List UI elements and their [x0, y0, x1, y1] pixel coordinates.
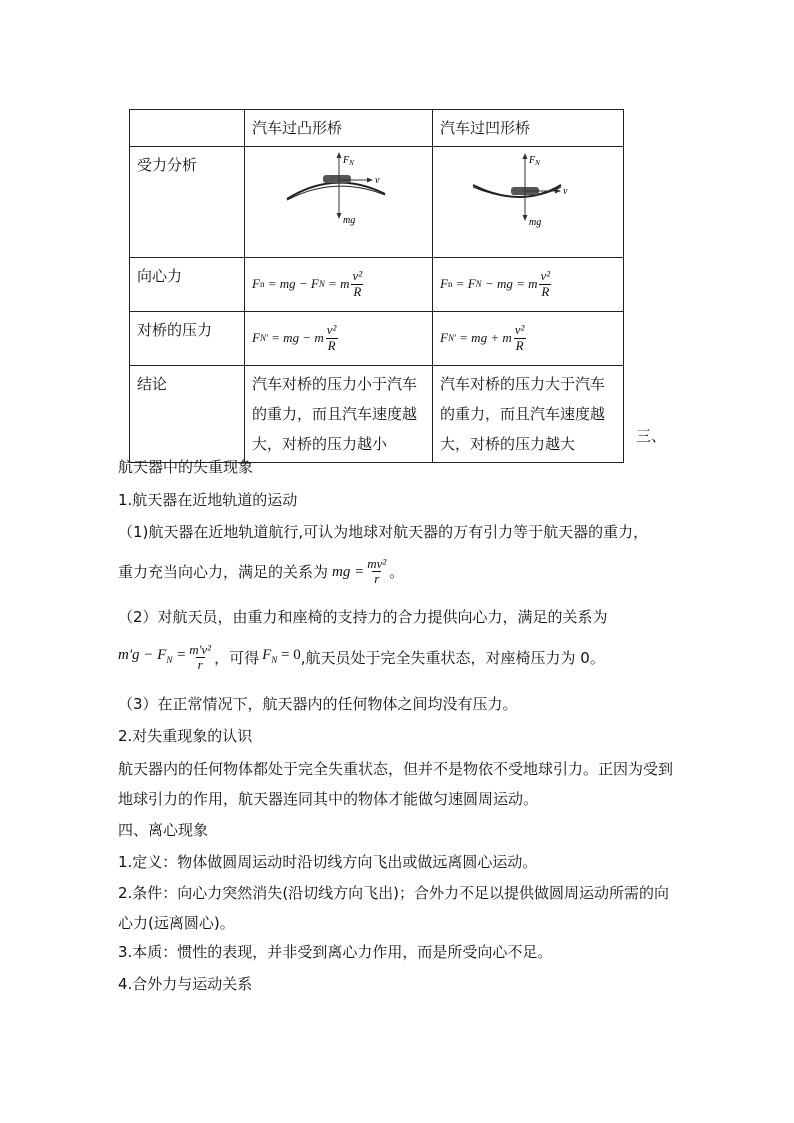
section-3-item-1-paragraph-2b: $m'g - F_N$ = $\frac{\text{m'v²}}{r}$ ，可得 $F_N = 0$ ,航天员处于完全失重状态，对座椅压力为 0。 — [118, 642, 605, 673]
section-4-item-3: 3.本质：惯性的表现，并非受到离心力作用，而是所受向心不足。 — [118, 943, 553, 961]
section-3-item-1-paragraph-3: （3）在正常情况下，航天器内的任何物体之间均没有压力。 — [118, 695, 518, 713]
section-3-item-1-title: 1.航天器在近地轨道的运动 — [118, 491, 298, 509]
concave-pressure-formula: F N ' = mg + m $\frac{\text{v²}}{R}$ — [433, 312, 624, 366]
section-3-item-1-paragraph-2: （2）对航天员，由重力和座椅的支持力的合力提供向心力，满足的关系为 — [118, 608, 608, 626]
fn-label-concave: $F_N$ — [529, 155, 540, 167]
section-3-item-2-title: 2.对失重现象的认识 — [118, 727, 253, 745]
v-label-concave: v — [563, 186, 568, 197]
formula-fn-zero: $F_N = 0$ — [262, 647, 301, 666]
section-4-item-2: 2.条件：向心力突然消失(沿切线方向飞出)；合外力不足以提供做圆周运动所需的向心力(远离圆心)。 — [118, 884, 670, 932]
row-label-pressure: 对桥的压力 — [130, 312, 245, 366]
section-3-item-1-paragraph-1: （1)航天器在近地轨道航行,可认为地球对航天器的万有引力等于航天器的重力， — [118, 523, 649, 541]
section-4-title: 四、离心现象 — [118, 821, 209, 839]
row-label-centripetal-force: 向心力 — [130, 258, 245, 312]
formula-mg: mg = — [332, 563, 365, 580]
mg-label-concave: mg — [529, 217, 542, 228]
convex-centripetal-formula: F n = mg − F N = m $\frac{\text{v²}}{R}$ — [245, 258, 433, 312]
bridge-comparison-table — [129, 109, 624, 463]
table-row-pressure-on-bridge — [130, 312, 624, 366]
table-row-force-analysis — [130, 147, 624, 258]
section-3-title: 航天器中的失重现象 — [118, 458, 254, 476]
mg-label-convex: mg — [343, 215, 356, 226]
row-label-conclusion: 结论 — [130, 366, 245, 463]
concave-bridge-diagram-cell — [433, 147, 624, 258]
convex-bridge-diagram — [245, 147, 431, 247]
relation-prefix: 重力充当向心力，满足的关系为 — [118, 562, 329, 581]
convex-pressure-formula: F N ' = mg − m $\frac{\text{v²}}{R}$ — [245, 312, 433, 366]
section-4-item-1: 1.定义：物体做圆周运动时沿切线方向飞出或做远离圆心运动。 — [118, 853, 538, 871]
section-4-item-4: 4.合外力与运动关系 — [118, 975, 253, 993]
row-label-force-analysis: 受力分析 — [130, 147, 245, 258]
table-header-empty — [130, 110, 245, 147]
convex-bridge-diagram-cell — [245, 147, 433, 258]
concave-bridge-diagram — [433, 147, 622, 247]
section-3-item-2-text: 航天器内的任何物体都处于完全失重状态，但并不是物依不受地球引力。正因为受到地球引力的作用，航天器连同其中的物体才能做匀速圆周运动。 — [118, 760, 674, 808]
table-header-convex: 汽车过凸形桥 — [245, 110, 433, 147]
car-icon — [323, 175, 351, 183]
concave-conclusion: 汽车对桥的压力大于汽车的重力，而且汽车速度越大，对桥的压力越大 — [433, 366, 624, 463]
table-header-concave: 汽车过凹形桥 — [433, 110, 624, 147]
concave-centripetal-formula: F n = F N − mg = m $\frac{\text{v²}}{R}$ — [433, 258, 624, 312]
formula-mv2-over-r-astronaut: $\frac{\text{m'v²}}{r}$ — [189, 642, 212, 673]
table-header-row — [130, 110, 624, 147]
formula-mv2-over-r: $\frac{\text{mv²}}{r}$ — [367, 556, 387, 587]
v-label-convex: v — [375, 175, 380, 186]
fn-label-convex: $F_N$ — [343, 155, 354, 167]
section-3-item-1-paragraph-1b: 重力充当向心力，满足的关系为 mg = $\frac{\text{mv²}}{r}$ 。 — [118, 556, 405, 587]
table-row-centripetal-force — [130, 258, 624, 312]
section-3-number: 三、 — [636, 427, 667, 445]
formula-astronaut: $m'g - F_N$ = — [118, 647, 187, 666]
convex-conclusion: 汽车对桥的压力小于汽车的重力，而且汽车速度越大，对桥的压力越小 — [245, 366, 433, 463]
table-row-conclusion — [130, 366, 624, 463]
